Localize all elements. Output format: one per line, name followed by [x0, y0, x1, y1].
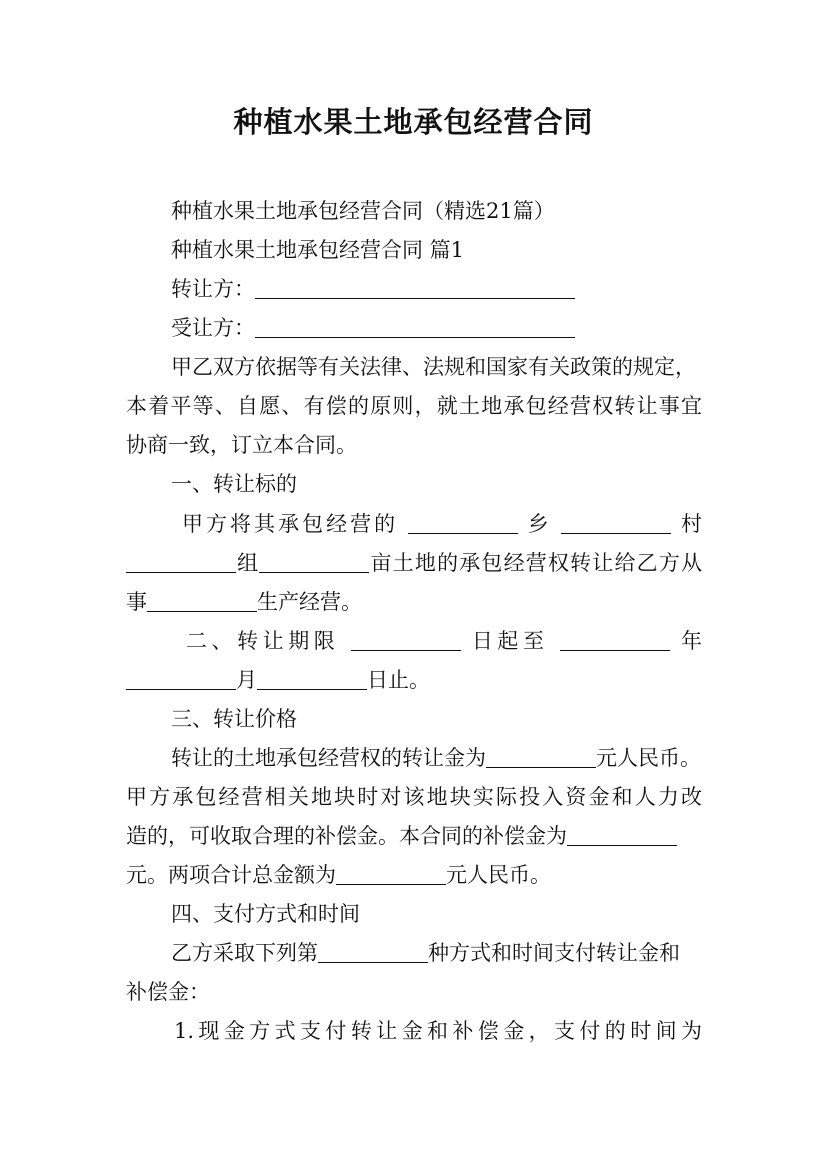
end-day-blank	[257, 667, 367, 690]
section-3-line-4	[126, 856, 702, 894]
s2-text-a: 二、转让期限	[186, 629, 340, 653]
s2-text-b: 日起至	[471, 629, 549, 653]
s3-text-b: 元人民币。	[596, 746, 701, 770]
s1-text-c: 村	[681, 512, 702, 536]
s4-text-a: 乙方采取下列第	[171, 941, 318, 965]
document-title: 种植水果土地承包经营合同	[233, 105, 594, 139]
transferee-label: 受让方：	[171, 316, 255, 340]
transferor-blank	[255, 276, 575, 299]
section-1-line-1	[182, 505, 702, 543]
subtitle: 种植水果土地承包经营合同（精选21篇）	[171, 199, 555, 223]
section-3-heading: 三、转让价格	[171, 707, 297, 731]
intro-line-2: 本着平等、自愿、有偿的原则，就土地承包经营权转让事宜	[126, 394, 702, 418]
payment-method-blank	[318, 940, 428, 963]
section-4-item-1: 1.现金方式支付转让金和补偿金，支付的时间为	[174, 1019, 702, 1043]
s2-text-c: 年	[680, 629, 702, 653]
section-4-line-2: 补偿金：	[126, 980, 210, 1004]
section-2-line-2	[126, 661, 702, 699]
transferee-line	[171, 309, 702, 347]
section-3-line-3	[126, 817, 702, 855]
s1-text-e: 亩土地的承包经营权转让给乙方从	[369, 551, 702, 575]
transferor-label: 转让方：	[171, 277, 255, 301]
intro-line-1: 甲乙双方依据等有关法律、法规和国家有关政策的规定，	[171, 355, 696, 379]
s1-text-b: 乡	[527, 512, 552, 536]
article-heading: 种植水果土地承包经营合同 篇1	[171, 238, 465, 262]
s1-text-d: 组	[236, 551, 260, 575]
section-3-line-1	[171, 739, 702, 777]
s2-text-d: 月	[236, 668, 257, 692]
section-1-line-3	[126, 583, 702, 621]
section-4-heading: 四、支付方式和时间	[171, 902, 360, 926]
s3-text-e: 元人民币。	[446, 863, 551, 887]
transferee-blank	[255, 315, 575, 338]
section-1-line-2	[126, 544, 702, 582]
s1-text-a: 甲方将其承包经营的	[182, 512, 399, 536]
production-blank	[147, 589, 257, 612]
s3-text-a: 转让的土地承包经营权的转让金为	[171, 746, 486, 770]
section-3-line-2: 甲方承包经营相关地块时对该地块实际投入资金和人力改	[126, 785, 702, 809]
total-amount-blank	[336, 862, 446, 885]
compensation-blank	[567, 823, 677, 846]
transferor-line	[171, 270, 702, 308]
end-month-blank	[126, 667, 236, 690]
s2-text-e: 日止。	[367, 668, 430, 692]
village-blank	[561, 511, 671, 534]
s3-text-d: 元。两项合计总金额为	[126, 863, 336, 887]
acre-blank	[259, 550, 369, 573]
s3-text-c: 造的，可收取合理的补偿金。本合同的补偿金为	[126, 824, 567, 848]
section-1-heading: 一、转让标的	[171, 472, 297, 496]
group-blank	[126, 550, 236, 573]
section-2-line-1	[186, 622, 702, 660]
township-blank	[408, 511, 518, 534]
end-year-blank	[560, 628, 670, 651]
start-date-blank	[351, 628, 461, 651]
s4-text-b: 种方式和时间支付转让金和	[428, 941, 680, 965]
section-4-line-1	[171, 934, 702, 972]
intro-line-3: 协商一致，订立本合同。	[126, 433, 357, 457]
s1-text-g: 生产经营。	[257, 590, 362, 614]
transfer-fee-blank	[486, 745, 596, 768]
s1-text-f: 事	[126, 590, 147, 614]
